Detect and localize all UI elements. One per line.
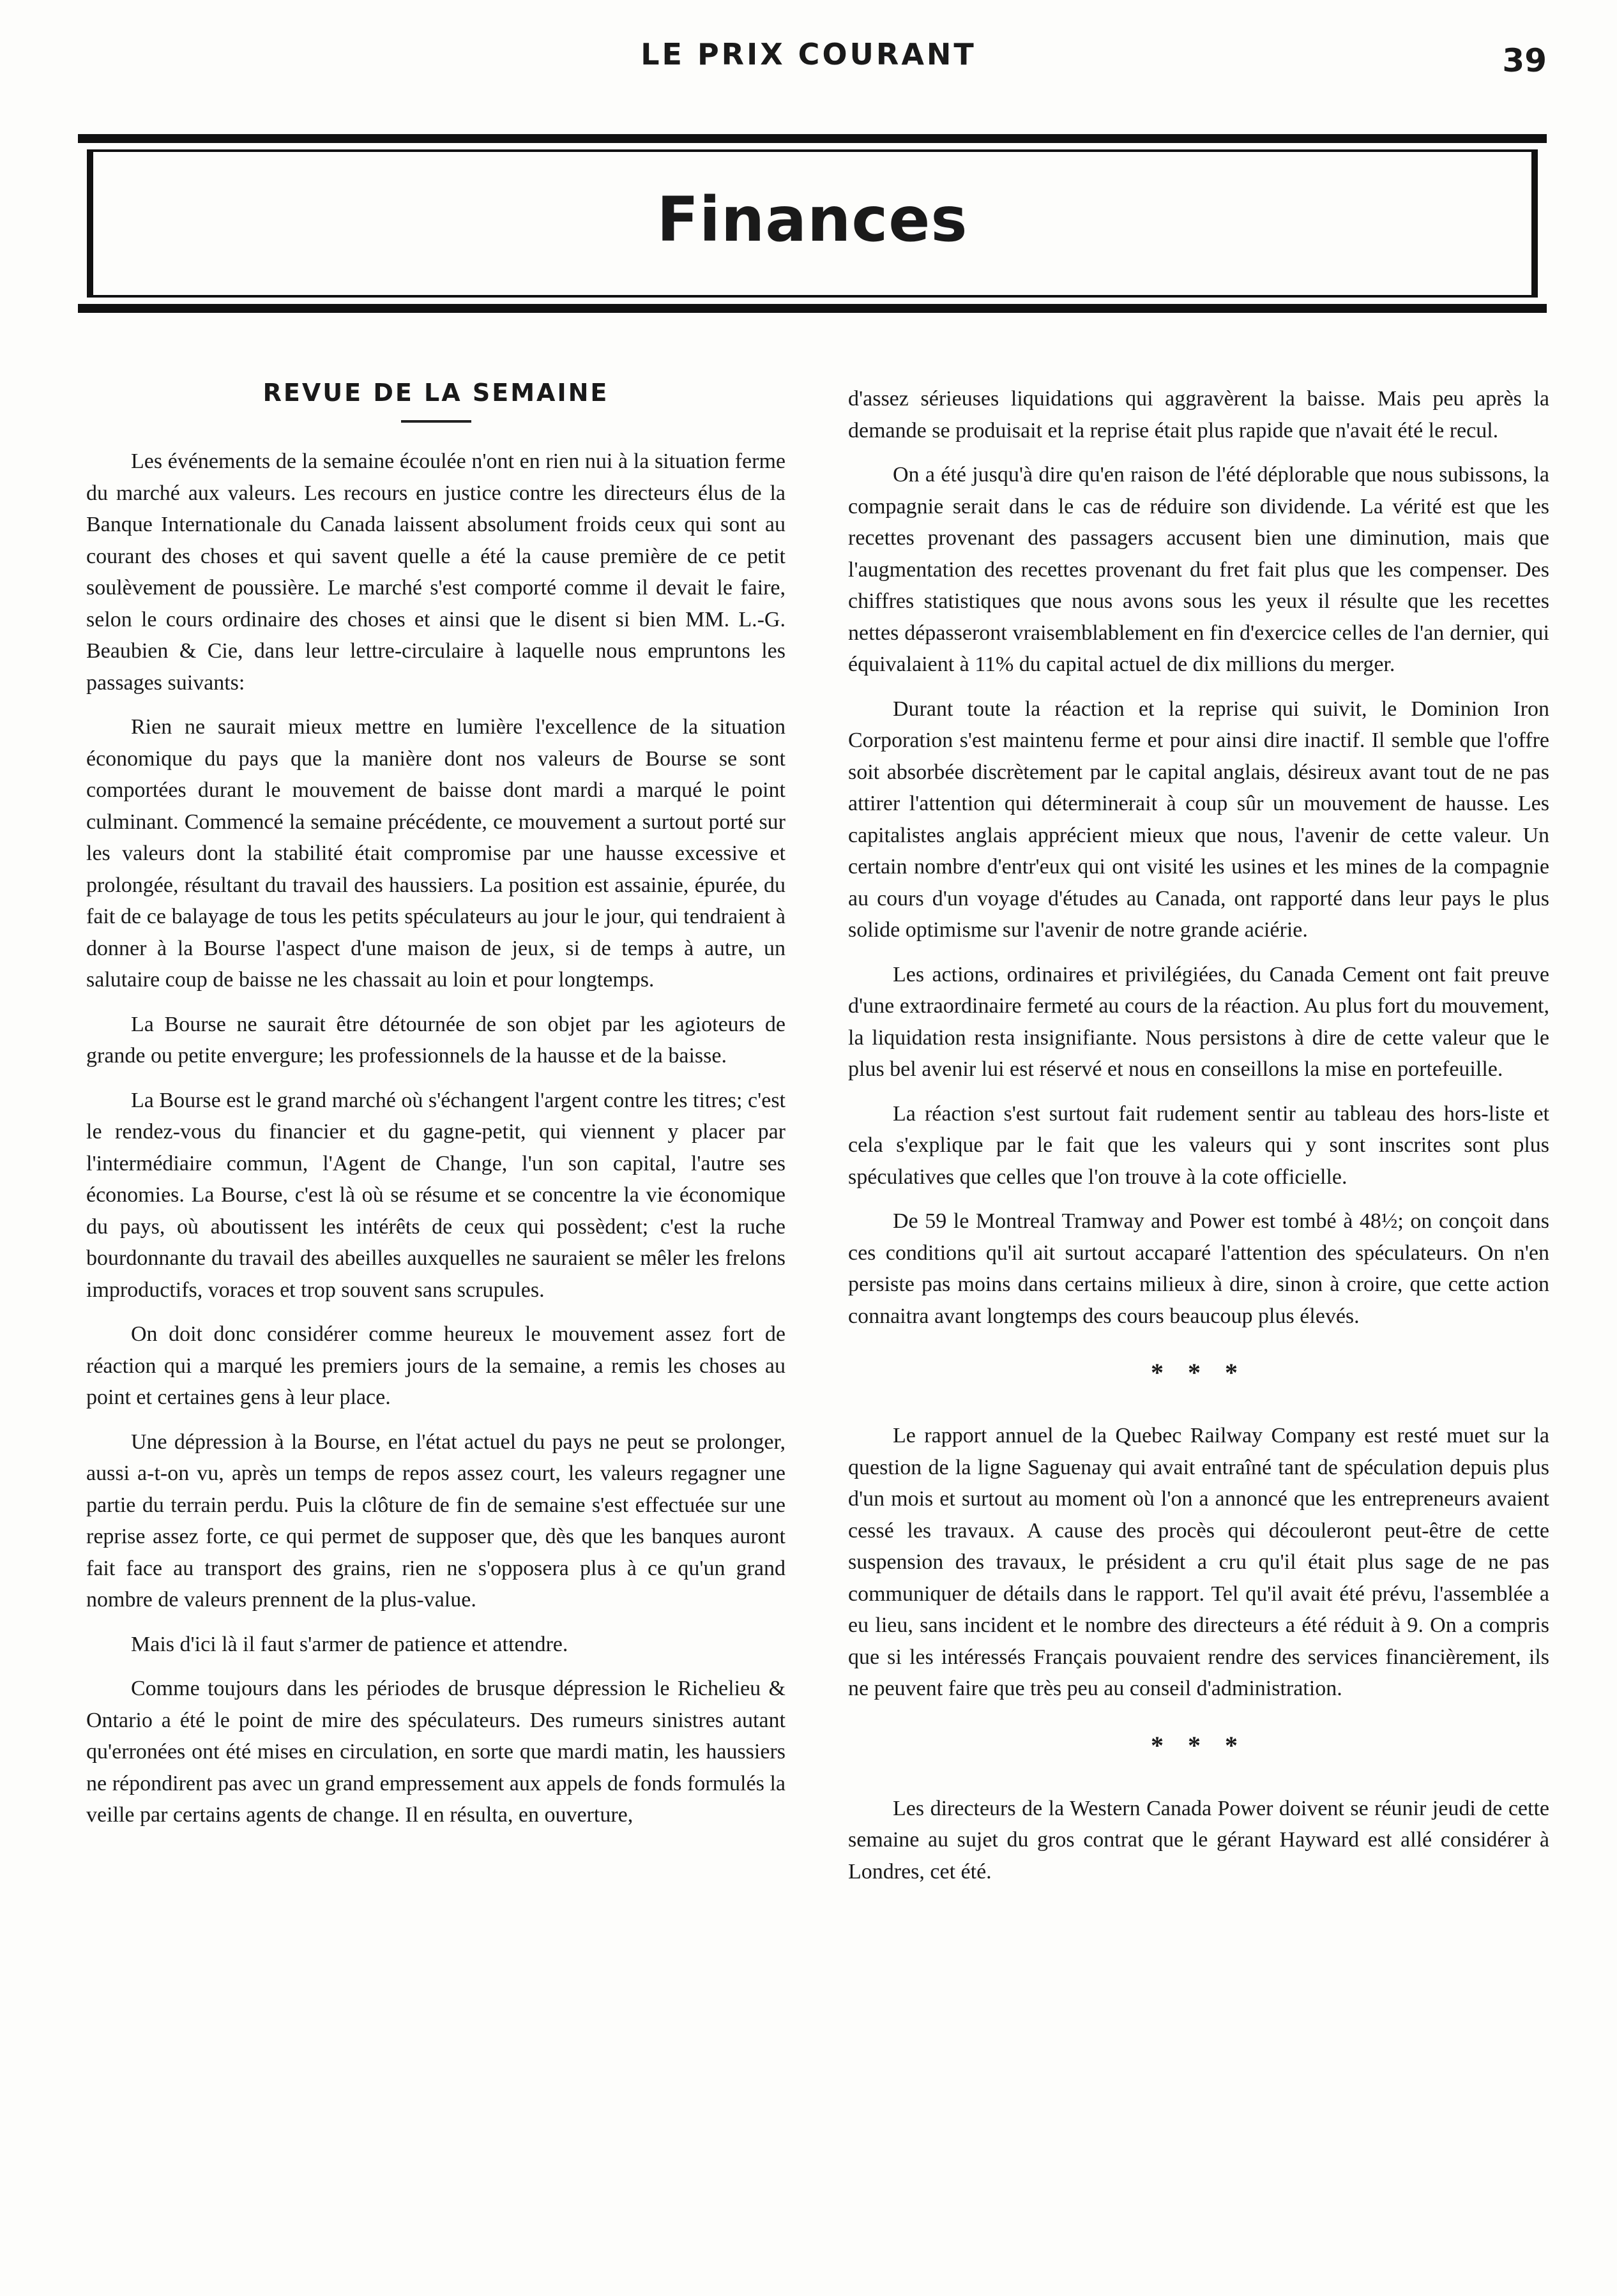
paragraph: d'assez sérieuses liquidations qui aggravèrent la baisse. Mais peu après la demande se produisait et la reprise était plus rapide que n'avait été le recul.: [848, 387, 1549, 442]
paragraph: Les événements de la semaine écoulée n'ont en rien nui à la situation ferme du marché aux valeurs. Les recours en justice contre les directeurs élus de la Banque Internationale du Canada laissent absolument froids ceux qui sont au courant des choses et qui savent quelle a été la cause première de ce petit soulèvement de poussière. Le marché s'est comporté comme il devait le faire, selon le cours ordinaire des choses et ainsi que le disent si bien MM. L.-G. Beaubien & Cie, dans leur lettre-circulaire à laquelle nous empruntons les passages suivants:: [86, 449, 786, 695]
paragraph: Durant toute la réaction et la reprise qui suivit, le Dominion Iron Corporation s'est maintenu ferme et pour ainsi dire inactif. Il semble que l'offre soit absorbée discrètement par le capital anglais, désireux avant tout de ne pas attirer l'attention qui déterminerait à coup sûr un mouvement de hausse. Les capitalistes anglais apprécient mieux que nous, l'avenir de cette valeur. Un certain nombre d'entr'eux qui ont visité les usines et les mines de la compagnie au cours d'un voyage d'études au Canada, ont rapporté dans leur pays le plus solide optimisme sur l'avenir de notre grande aciérie.: [848, 697, 1549, 942]
title-rule: [401, 420, 471, 423]
paragraph: Rien ne saurait mieux mettre en lumière l'excellence de la situation économique du pays que la manière dont nos valeurs de Bourse se sont comportées durant le mouvement de baisse dont mardi a marqué le point culminant. Commencé la semaine précédente, ce mouvement a surtout porté sur les valeurs dont la stabilité était compromise par une hausse excessive et prolongée, résultant du travail des haussiers. La position est assainie, épurée, du fait de ce balayage de tous les petits spéculateurs au jour le jour, qui tendraient à donner à la Bourse l'aspect d'une maison de jeux, si de temps à autre, un salutaire coup de baisse ne les chassait au loin et pour longtemps.: [86, 715, 786, 992]
banner-frame: [87, 149, 1538, 298]
asterism-divider: * * *: [1151, 1358, 1247, 1387]
paragraph: La réaction s'est surtout fait rudement sentir au tableau des hors-liste et cela s'explique par le fait que les valeurs qui y sont inscrites sont plus spéculatives que celles que l'on trouve à la cote officielle.: [848, 1101, 1549, 1189]
page-header: [0, 37, 1617, 88]
finances-banner: [78, 134, 1547, 313]
paragraph: De 59 le Montreal Tramway and Power est tombé à 48½; on conçoit dans ces conditions qu'il ait surtout accaparé l'attention des spéculateurs. On n'en persiste pas moins dans certains milieux à dire, sinon à croire, que cette action connaitra avant longtemps des cours beaucoup plus élevés.: [848, 1209, 1549, 1328]
right-column: [848, 383, 1549, 1900]
paragraph: Le rapport annuel de la Quebec Railway Company est resté muet sur la question de la ligne Saguenay qui avait entraîné tant de spéculation depuis plus d'un mois et surtout au moment où l'on a annoncé que les entrepreneurs avaient cessé les travaux. A cause des procès qui découleront peut-être de cette suspension des travaux, le président a cru qu'il était plus sage de ne pas communiquer de détails dans le rapport. Tel qu'il avait été prévu, l'assemblée a eu lieu, sans incident et le nombre des directeurs a été réduit à 9. On a compris que si les intéressés Français pouvaient rendre des services financièrement, ils ne peuvent faire que très peu au conseil d'administration.: [848, 1424, 1549, 1700]
paragraph: Mais d'ici là il faut s'armer de patience et attendre.: [131, 1632, 568, 1656]
paragraph: Une dépression à la Bourse, en l'état actuel du pays ne peut se prolonger, aussi a-t-on vu, après un temps de repos assez court, les valeurs regagner une partie du terrain perdu. Puis la clôture de fin de semaine s'est effectuée sur une reprise assez forte, ce qui permet de supposer que, dès que les banques auront fait face au transport des grains, rien ne s'opposera plus à ce qu'un grand nombre de valeurs prennent de la plus-value.: [86, 1430, 786, 1612]
paragraph: Les actions, ordinaires et privilégiées, du Canada Cement ont fait preuve d'une extraordinaire fermeté au cours de la réaction. Au plus fort du mouvement, la liquidation resta insignifiante. Nous persistons à dire de cette valeur que le plus bel avenir lui est réservé et nous en conseillons la mise en portefeuille.: [848, 962, 1549, 1081]
page-number: 39: [1502, 42, 1547, 79]
running-title: LE PRIX COURANT: [641, 37, 976, 72]
section-title: REVUE DE LA SEMAINE: [262, 379, 609, 407]
asterism-divider: * * *: [1151, 1730, 1247, 1760]
paragraph: Les directeurs de la Western Canada Power doivent se réunir jeudi de cette semaine au sujet du gros contrat que le gérant Hayward est allé considérer à Londres, cet été.: [848, 1796, 1549, 1884]
paragraph: Comme toujours dans les périodes de brusque dépression le Richelieu & Ontario a été le point de mire des spéculateurs. Des rumeurs sinistres autant qu'erronées ont été mises en circulation, en sorte que mardi matin, les haussiers ne répondirent pas avec un grand empressement aux appels de fonds formulés la veille par certains agents de change. Il en résulta, en ouverture,: [86, 1677, 786, 1827]
paragraph: On doit donc considérer comme heureux le mouvement assez fort de réaction qui a marqué les premiers jours de la semaine, a remis les choses au point et certaines gens à leur place.: [86, 1322, 786, 1409]
banner-title: Finances: [657, 184, 968, 255]
paragraph: On a été jusqu'à dire qu'en raison de l'été déplorable que nous subissons, la compagnie serait dans le cas de réduire son dividende. La vérité est que les recettes provenant des passagers accusent bien une diminution, mais que l'augmentation des recettes provenant du fret fait plus que les compenser. Des chiffres statistiques que nous avons sous les yeux il résulte que les recettes nettes dépasseront vraisemblablement en fin d'exercice celles de l'an dernier, qui équivalaient à 11% du capital actuel de dix millions du merger.: [848, 463, 1549, 676]
paragraph: La Bourse ne saurait être détournée de son objet par les agioteurs de grande ou petite envergure; les professionnels de la hausse et de la baisse.: [86, 1012, 786, 1068]
left-column: [86, 377, 786, 1844]
paragraph: La Bourse est le grand marché où s'échangent l'argent contre les titres; c'est le rendez-vous du financier et du gagne-petit, qui viennent y placer par l'intermédiaire commun, l'Agent de Change, l'un son capital, l'autre ses économies. La Bourse, c'est là où se résume et se concentre la vie économique du pays, où aboutissent les intérêts de ceux qui possèdent; c'est la ruche bourdonnante du travail des abeilles auxquelles ne sauraient se mêler les frelons improductifs, voraces et trop souvent sans scrupules.: [86, 1088, 786, 1302]
